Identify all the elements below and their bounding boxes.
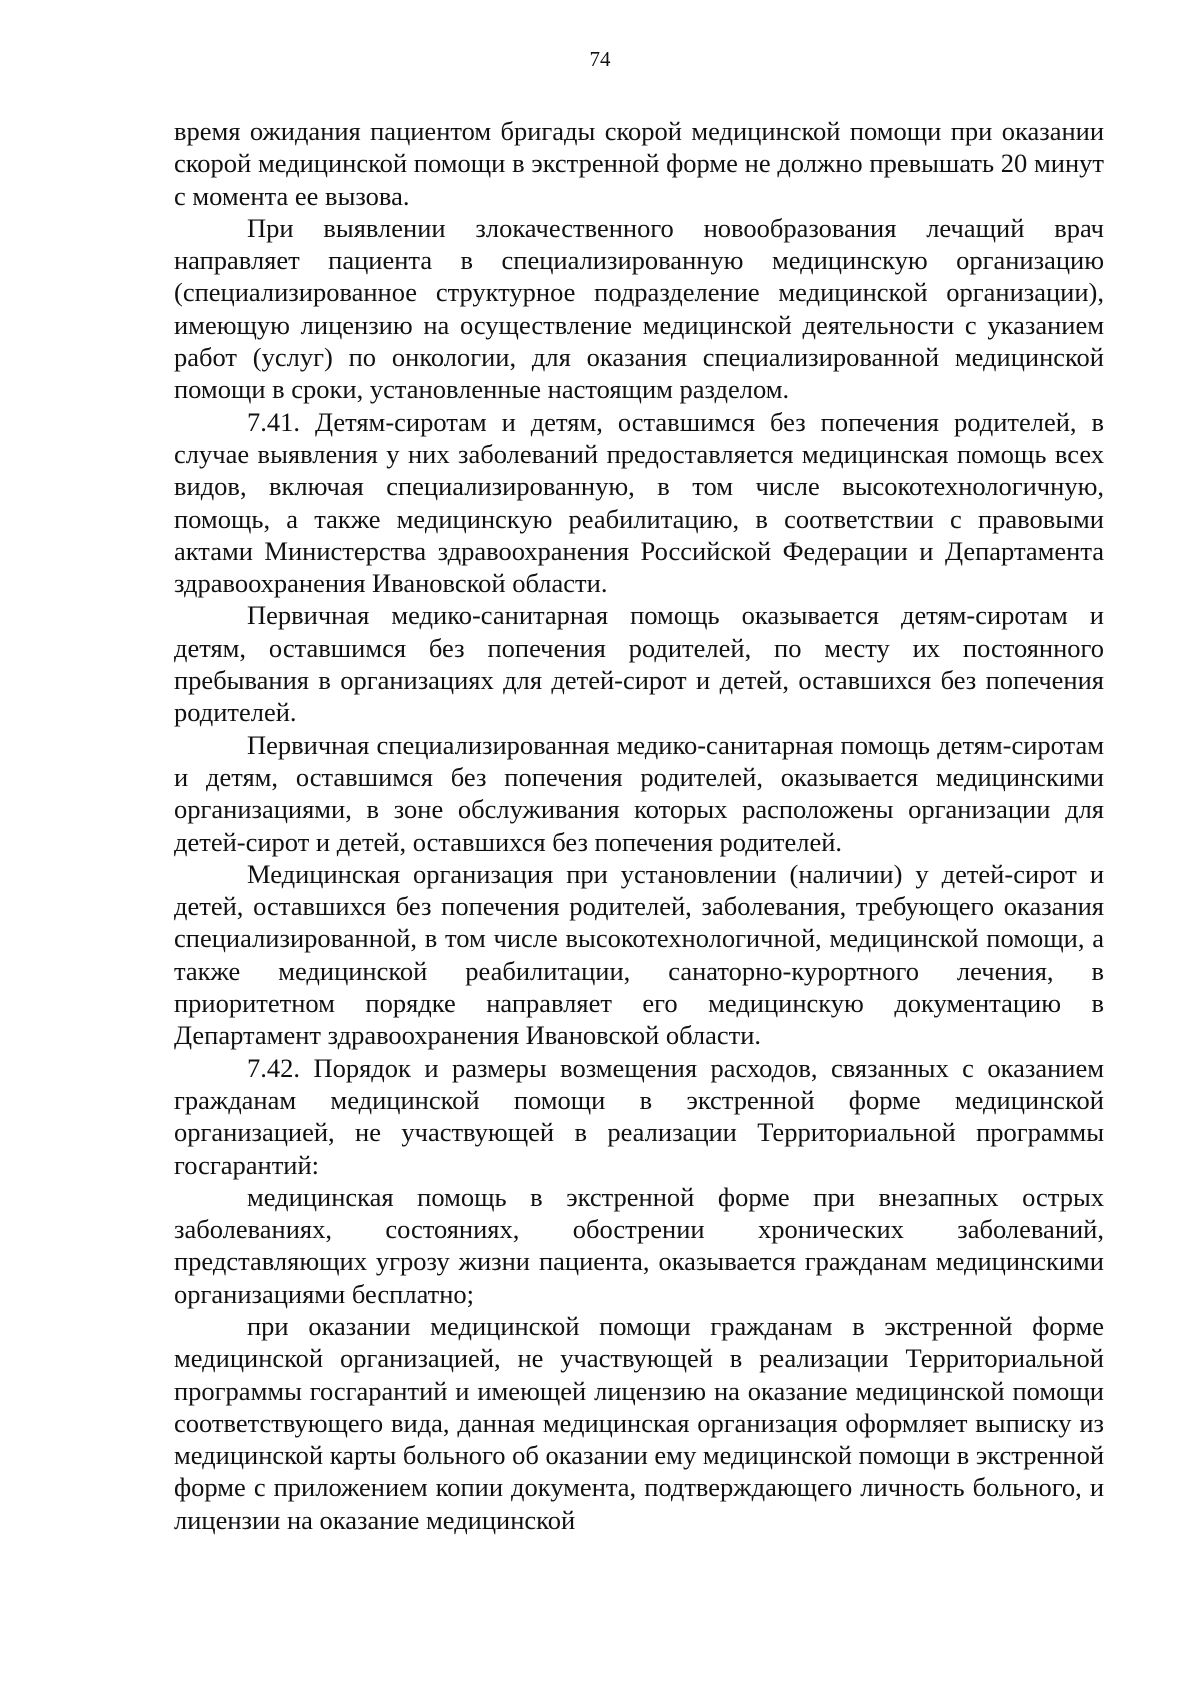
paragraph: время ожидания пациентом бригады скорой медицинской помощи при оказании скорой медицинской помощи в экстренной форме не должно превышать 20 минут с момента ее вызова.: [174, 116, 1104, 211]
document-body: [174, 115, 1104, 1536]
paragraph: Медицинская организация при установлении (наличии) у детей-сирот и детей, оставшихся без попечения родителей, заболевания, требующего оказания специализированной, в том числе высокотехнологичной, медицинской помощи, а также медицинской реабилитации, санаторно-курортного лечения, в приоритетном порядке направляет его медицинскую документацию в Департамент здравоохранения Ивановской области.: [174, 858, 1104, 1051]
paragraph: Первичная специализированная медико-санитарная помощь детям-сиротам и детям, оставшимся без попечения родителей, оказывается медицинскими организациями, в зоне обслуживания которых расположены организации для детей-сирот и детей, оставшихся без попечения родителей.: [174, 729, 1104, 857]
paragraph-section-7-41: 7.41. Детям-сиротам и детям, оставшимся без попечения родителей, в случае выявления у них заболеваний предоставляется медицинская помощь всех видов, включая специализированную, в том числе высокотехнологичную, помощь, а также медицинскую реабилитацию, в соответствии с правовыми актами Министерства здравоохранения Российской Федерации и Департамента здравоохранения Ивановской области.: [174, 406, 1104, 599]
paragraph: при оказании медицинской помощи гражданам в экстренной форме медицинской организацией, не участвующей в реализации Территориальной программы госгарантий и имеющей лицензию на оказание медицинской помощи соответствующего вида, данная медицинская организация оформляет выписку из медицинской карты больного об оказании ему медицинской помощи в экстренной форме с приложением копии документа, подтверждающего личность больного, и лицензии на оказание медицинской: [174, 1310, 1104, 1535]
paragraph-section-7-42: 7.42. Порядок и размеры возмещения расходов, связанных с оказанием гражданам медицинской помощи в экстренной форме медицинской организацией, не участвующей в реализации Территориальной программы госгарантий:: [174, 1052, 1104, 1180]
paragraph: При выявлении злокачественного новообразования лечащий врач направляет пациента в специализированную медицинскую организацию (специализированное структурное подразделение медицинской организации), имеющую лицензию на осуществление медицинской деятельности с указанием работ (услуг) по онкологии, для оказания специализированной медицинской помощи в сроки, установленные настоящим разделом.: [174, 212, 1104, 405]
paragraph: Первичная медико-санитарная помощь оказывается детям-сиротам и детям, оставшимся без попечения родителей, по месту их постоянного пребывания в организациях для детей-сирот и детей, оставшихся без попечения родителей.: [174, 600, 1104, 728]
page-number: 74: [589, 47, 611, 71]
paragraph: медицинская помощь в экстренной форме при внезапных острых заболеваниях, состояниях, обострении хронических заболеваний, представляющих угрозу жизни пациента, оказывается гражданам медицинскими организациями бесплатно;: [174, 1181, 1104, 1309]
